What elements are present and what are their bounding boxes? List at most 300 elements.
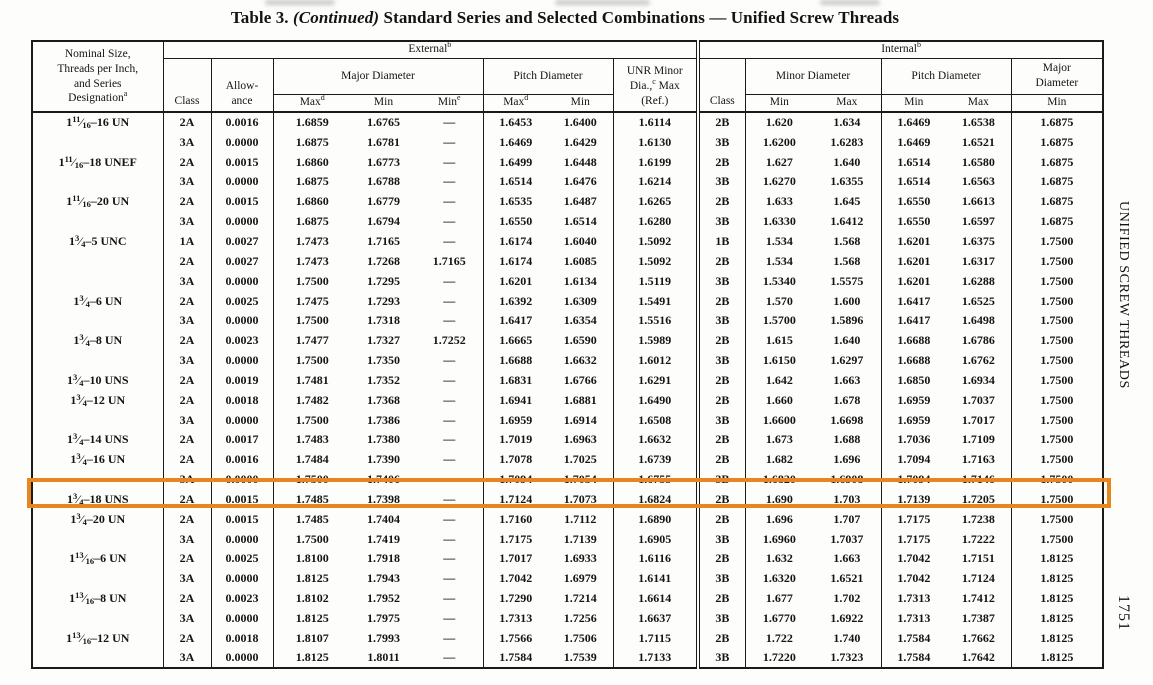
value-cell: 1.6580 [961,154,995,169]
value-cell: 1.8125 [1011,549,1103,569]
value-cell: 1.6320 [745,568,813,588]
nominal-size-cell: $1^{11}⁄_{16}-18$ UNEF [58,153,137,170]
header-major-min-e: Min$^e$ [416,94,483,112]
value-cell: 1.6762 [961,353,995,368]
value-cell: 1.6116 [613,549,698,569]
value-cell: 1.7483 [273,430,351,450]
value-cell: — [443,511,456,526]
value-cell: 1.7133 [613,648,698,668]
value-cell: 1.7500 [1011,350,1103,370]
value-cell: 2A [163,549,211,569]
value-cell: 1.7151 [961,551,995,566]
value-cell: 0.0019 [211,370,273,390]
value-cell: 1.6265 [613,191,698,211]
value-cell: 1.7112 [564,511,597,526]
value-cell: 1.7473 [273,231,351,251]
value-cell: 1.534 [745,231,813,251]
header-minor-max: Max [813,94,881,112]
value-cell: 2B [698,152,745,172]
value-cell: 2B [698,330,745,350]
value-cell: 1.640 [833,333,861,348]
value-cell: 1.6535 [483,191,548,211]
value-cell: 1.7943 [367,571,400,586]
value-cell: — [443,551,456,566]
value-cell: 1.5119 [613,271,698,291]
value-cell: 1.7293 [367,293,400,308]
value-cell: 1.627 [745,152,813,172]
table-row [32,152,1103,172]
value-cell: 1.6770 [745,608,813,628]
value-cell: 1.703 [833,491,861,506]
value-cell: 2B [698,489,745,509]
value-cell: 3B [698,132,745,152]
value-cell: — [443,591,456,606]
value-cell: 2B [698,390,745,410]
value-cell: 1.5340 [745,271,813,291]
value-cell: 1.6280 [613,211,698,231]
value-cell: 1.568 [833,253,861,268]
value-cell: 1.6860 [273,191,351,211]
value-cell: — [443,134,456,149]
value-cell: 1.6960 [745,529,813,549]
value-cell: — [443,412,456,427]
table-row [32,568,1103,588]
nominal-size-cell: $1^3⁄_4-20$ UN [70,510,126,527]
value-cell: 1.7584 [881,648,946,668]
value-cell: 1.7139 [563,531,597,546]
value-cell: 1.7500 [1011,271,1103,291]
value-cell: 1.7500 [1011,469,1103,489]
value-cell: 3B [698,529,745,549]
value-cell: 3B [698,410,745,430]
value-cell: 1.7500 [273,350,351,370]
value-cell: 1.6875 [273,132,351,152]
value-cell: 1.7500 [1011,529,1103,549]
value-cell: 1.6469 [881,132,946,152]
value-cell: 1.5092 [613,231,698,251]
header-major-min: Min [351,94,416,112]
value-cell: — [443,491,456,506]
value-cell: 1.6134 [563,273,597,288]
value-cell: 1.8102 [273,588,351,608]
table-row [32,330,1103,350]
value-cell: 1.7042 [881,568,946,588]
value-cell: 1.696 [745,509,813,529]
value-cell: 1.6525 [961,293,995,308]
value-cell: 1.6875 [1011,191,1103,211]
value-cell: 1.7500 [1011,251,1103,271]
value-cell: 1.8100 [273,549,351,569]
value-cell: 1.7390 [367,452,400,467]
value-cell: 1.7500 [1011,390,1103,410]
value-cell: 1.707 [833,511,861,526]
thread-data-table [31,40,1104,669]
value-cell: 1.6794 [367,214,400,229]
value-cell: 3B [698,310,745,330]
table-row [32,529,1103,549]
value-cell: 1.7054 [563,472,597,487]
value-cell: 2A [163,191,211,211]
value-cell: 1.7584 [881,628,946,648]
value-cell: 1.6875 [1011,172,1103,192]
value-cell: 0.0018 [211,390,273,410]
nominal-size-cell: $1^3⁄_4-12$ UN [70,391,126,408]
header-major-int-min: Min [1011,94,1103,112]
value-cell: 1.6199 [613,152,698,172]
value-cell: 1.6934 [961,372,995,387]
value-cell: 1.7406 [367,472,400,487]
value-cell: 1.7485 [273,509,351,529]
value-cell: 1.7500 [273,410,351,430]
table-row [32,291,1103,311]
value-cell: 1.6914 [563,412,597,427]
value-cell: 1.6959 [881,390,946,410]
value-cell: 1.7222 [961,531,995,546]
table-row [32,430,1103,450]
value-cell: 1.7327 [367,333,400,348]
value-cell: 1.6400 [563,115,597,130]
value-cell: 1.6922 [830,611,864,626]
value-cell: 0.0025 [211,549,273,569]
header-class-external: Class [163,58,211,112]
value-cell: 3B [698,608,745,628]
value-cell: 2B [698,588,745,608]
scan-artifact [555,0,650,5]
value-cell: 1.7500 [1011,509,1103,529]
table-row [32,231,1103,251]
table-row [32,449,1103,469]
value-cell: 0.0017 [211,430,273,450]
value-cell: 1.7398 [367,491,400,506]
value-cell: 1.6875 [1011,152,1103,172]
value-cell: 1.7500 [1011,291,1103,311]
nominal-size-cell: $1^{11}⁄_{16}-20$ UN [66,193,130,210]
value-cell: 1.6201 [881,231,946,251]
value-cell: 1.6698 [830,412,864,427]
value-cell: 1.7642 [961,650,995,665]
value-cell: 1.6214 [613,172,698,192]
value-cell: 1.6514 [881,152,946,172]
header-minor-min: Min [745,94,813,112]
value-cell: 1.6766 [563,372,597,387]
value-cell: 1.534 [745,251,813,271]
header-pitch-diameter-external: Pitch Diameter [483,58,613,94]
margin-vertical-title: UNIFIED SCREW THREADS [1116,201,1131,389]
value-cell: 1.6665 [483,330,548,350]
value-cell: 1.5896 [830,313,864,328]
value-cell: 2B [698,191,745,211]
value-cell: 1.5700 [745,310,813,330]
value-cell: 3A [163,648,211,668]
value-cell: 1.6875 [273,172,351,192]
header-pd-int-max: Max [946,94,1011,112]
value-cell: 2A [163,330,211,350]
value-cell: 1.7386 [367,412,400,427]
value-cell: 1.6174 [483,231,548,251]
value-cell: 1.7500 [1011,231,1103,251]
value-cell: 1.740 [833,630,861,645]
value-cell: 2A [163,112,211,132]
value-cell: 1.7175 [483,529,548,549]
value-cell: 1.7214 [563,591,597,606]
value-cell: 3A [163,132,211,152]
value-cell: 0.0015 [211,191,273,211]
value-cell: 1.6354 [563,313,597,328]
value-cell: 0.0000 [211,529,273,549]
value-cell: 1.7295 [367,273,400,288]
value-cell: 2B [698,370,745,390]
value-cell: 1.7350 [367,353,400,368]
value-cell: 1.7566 [483,628,548,648]
value-cell: 1.7993 [367,630,400,645]
value-cell: 1.6499 [483,152,548,172]
value-cell: 1.8125 [273,648,351,668]
value-cell: 1.6174 [483,251,548,271]
value-cell: 1.6309 [563,293,597,308]
value-cell: 1.690 [745,489,813,509]
value-cell: 1.8125 [1011,648,1103,668]
value-cell: 0.0000 [211,568,273,588]
value-cell: 1.6875 [1011,211,1103,231]
value-cell: 0.0015 [211,489,273,509]
value-cell: 1.6959 [483,410,548,430]
value-cell: 1.6781 [367,134,400,149]
nominal-size-cell: $1^3⁄_4-10$ UNS [66,371,129,388]
table-body [32,112,1103,668]
value-cell: 1.6498 [961,313,995,328]
value-cell: 0.0023 [211,588,273,608]
table-header [32,41,1103,112]
value-cell: 1.6012 [613,350,698,370]
page-title [0,8,1130,28]
value-cell: 1.640 [833,154,861,169]
value-cell: 1.6688 [483,350,548,370]
table-row [32,172,1103,192]
value-cell: 1.8125 [273,608,351,628]
value-cell: 1.7500 [273,469,351,489]
value-cell: — [443,313,456,328]
value-cell: 1.7139 [881,489,946,509]
value-cell: 1.7115 [613,628,698,648]
value-cell: 1.7094 [881,449,946,469]
value-cell: 1.6514 [563,214,597,229]
title-prefix: Table 3. [230,8,289,27]
nominal-size-cell: $1^3⁄_4-16$ UN [70,451,126,468]
value-cell: 1.6850 [881,370,946,390]
nominal-size-cell [32,310,163,330]
value-cell: 1.7500 [273,529,351,549]
value-cell: 1.7146 [961,472,995,487]
nominal-size-cell [32,251,163,271]
nominal-size-cell: $1^3⁄_4-5$ UNC [68,232,127,249]
value-cell: 3A [163,310,211,330]
nominal-size-cell [32,568,163,588]
header-class-internal: Class [698,58,745,112]
value-cell: 1.6417 [881,310,946,330]
value-cell: 1.6933 [563,551,597,566]
value-cell: 3B [698,350,745,370]
value-cell: 1.6514 [483,172,548,192]
value-cell: 1.633 [745,191,813,211]
value-cell: 1.8125 [1011,608,1103,628]
value-cell: 0.0000 [211,271,273,291]
value-cell: — [443,392,456,407]
value-cell: 1.6613 [961,194,995,209]
value-cell: 1.6417 [483,310,548,330]
value-cell: 2B [698,112,745,132]
value-cell: 1.6941 [483,390,548,410]
value-cell: 2B [698,291,745,311]
value-cell: 1.7313 [881,608,946,628]
value-cell: 1.7485 [273,489,351,509]
value-cell: 1.7500 [1011,370,1103,390]
value-cell: 1.6490 [613,390,698,410]
value-cell: 3A [163,529,211,549]
value-cell: 1.722 [745,628,813,648]
value-cell: — [443,194,456,209]
value-cell: 1.7094 [483,469,548,489]
value-cell: 1.7952 [367,591,400,606]
value-cell: 1.6600 [745,410,813,430]
value-cell: 1.7175 [881,509,946,529]
value-cell: 1.7484 [273,449,351,469]
value-cell: 0.0000 [211,132,273,152]
value-cell: 1.6908 [830,472,864,487]
value-cell: 2B [698,549,745,569]
value-cell: — [443,353,456,368]
value-cell: 1.620 [745,112,813,132]
value-cell: 2A [163,152,211,172]
header-major-diameter-external: Major Diameter [273,58,483,94]
value-cell: 1.6688 [881,330,946,350]
value-cell: 1.7165 [432,253,466,268]
value-cell: 1.6963 [563,432,597,447]
table-row [32,251,1103,271]
value-cell: 2B [698,509,745,529]
value-cell: 0.0015 [211,152,273,172]
value-cell: 1.6355 [830,174,864,189]
nominal-size-cell [32,132,163,152]
value-cell: 1.6114 [613,112,698,132]
value-cell: 1.6881 [563,392,597,407]
header-pd-int-min: Min [881,94,946,112]
value-cell: 1.7975 [367,611,400,626]
value-cell: 1.6469 [483,132,548,152]
page-number: 1751 [1115,595,1132,631]
header-pd-max: Max$^d$ [483,94,548,112]
value-cell: — [443,611,456,626]
value-cell: 1.7313 [483,608,548,628]
value-cell: 3B [698,648,745,668]
value-cell: 0.0018 [211,628,273,648]
value-cell: 1.6288 [961,273,995,288]
value-cell: 1.6755 [613,469,698,489]
header-nominal-size: Nominal Size, Threads per Inch, and Series Designation$^a$ [32,41,163,112]
value-cell: 1.7662 [961,630,995,645]
value-cell: 1.6632 [563,353,597,368]
table-row [32,350,1103,370]
value-cell: 1.6550 [483,211,548,231]
value-cell: 1.6130 [613,132,698,152]
value-cell: 1.7500 [1011,410,1103,430]
value-cell: 1.7539 [563,650,597,665]
table-row [32,112,1103,132]
value-cell: 1.6875 [1011,132,1103,152]
value-cell: — [443,630,456,645]
value-cell: 1.6201 [881,251,946,271]
value-cell: 1.7205 [961,491,995,506]
value-cell: 1.7584 [483,648,548,668]
value-cell: 3A [163,211,211,231]
value-cell: 1.6788 [367,174,400,189]
value-cell: 1.6453 [483,112,548,132]
value-cell: 1.663 [833,372,861,387]
value-cell: 3B [698,469,745,489]
value-cell: 1.6521 [830,571,864,586]
value-cell: 1.7017 [483,549,548,569]
value-cell: 1.6270 [745,172,813,192]
table-row [32,469,1103,489]
value-cell: 0.0000 [211,648,273,668]
table-row [32,370,1103,390]
value-cell: 1.6979 [563,571,597,586]
value-cell: 1.6448 [563,154,597,169]
value-cell: — [443,273,456,288]
value-cell: 1.7252 [432,333,466,348]
value-cell: 1.7256 [563,611,597,626]
value-cell: 1.7025 [563,452,597,467]
value-cell: 0.0023 [211,330,273,350]
title-text: Standard Series and Selected Combinations — Unified Screw Threads [383,8,900,27]
value-cell: 1.7500 [273,310,351,330]
value-cell: 1.7500 [1011,310,1103,330]
value-cell: 1.8125 [1011,568,1103,588]
value-cell: 1.7160 [483,509,548,529]
value-cell: 1.6875 [1011,112,1103,132]
value-cell: 1.7500 [1011,330,1103,350]
value-cell: 1.688 [833,432,861,447]
value-cell: 2A [163,509,211,529]
value-cell: 1.6637 [613,608,698,628]
value-cell: 2A [163,390,211,410]
value-cell: 1.696 [833,452,861,467]
value-cell: 1.5516 [613,310,698,330]
value-cell: 0.0000 [211,172,273,192]
table-row [32,549,1103,569]
header-pitch-diameter-internal: Pitch Diameter [881,58,1011,94]
value-cell: 2B [698,628,745,648]
value-cell: 1.7352 [367,372,400,387]
value-cell: 1.5575 [830,273,864,288]
table-row [32,410,1103,430]
value-cell: 0.0016 [211,449,273,469]
value-cell: 2B [698,251,745,271]
value-cell: — [443,214,456,229]
nominal-size-cell: $1^3⁄_4-18$ UNS [66,490,129,507]
value-cell: 1.682 [745,449,813,469]
value-cell: 2A [163,588,211,608]
value-cell: 1.7078 [483,449,548,469]
value-cell: 1.6085 [563,253,597,268]
value-cell: 1.7387 [961,611,995,626]
value-cell: 1.7037 [961,392,995,407]
value-cell: 1.6890 [613,509,698,529]
value-cell: — [443,432,456,447]
value-cell: 1.6508 [613,410,698,430]
value-cell: 3A [163,469,211,489]
value-cell: 1.6765 [367,115,400,130]
table-row [32,191,1103,211]
